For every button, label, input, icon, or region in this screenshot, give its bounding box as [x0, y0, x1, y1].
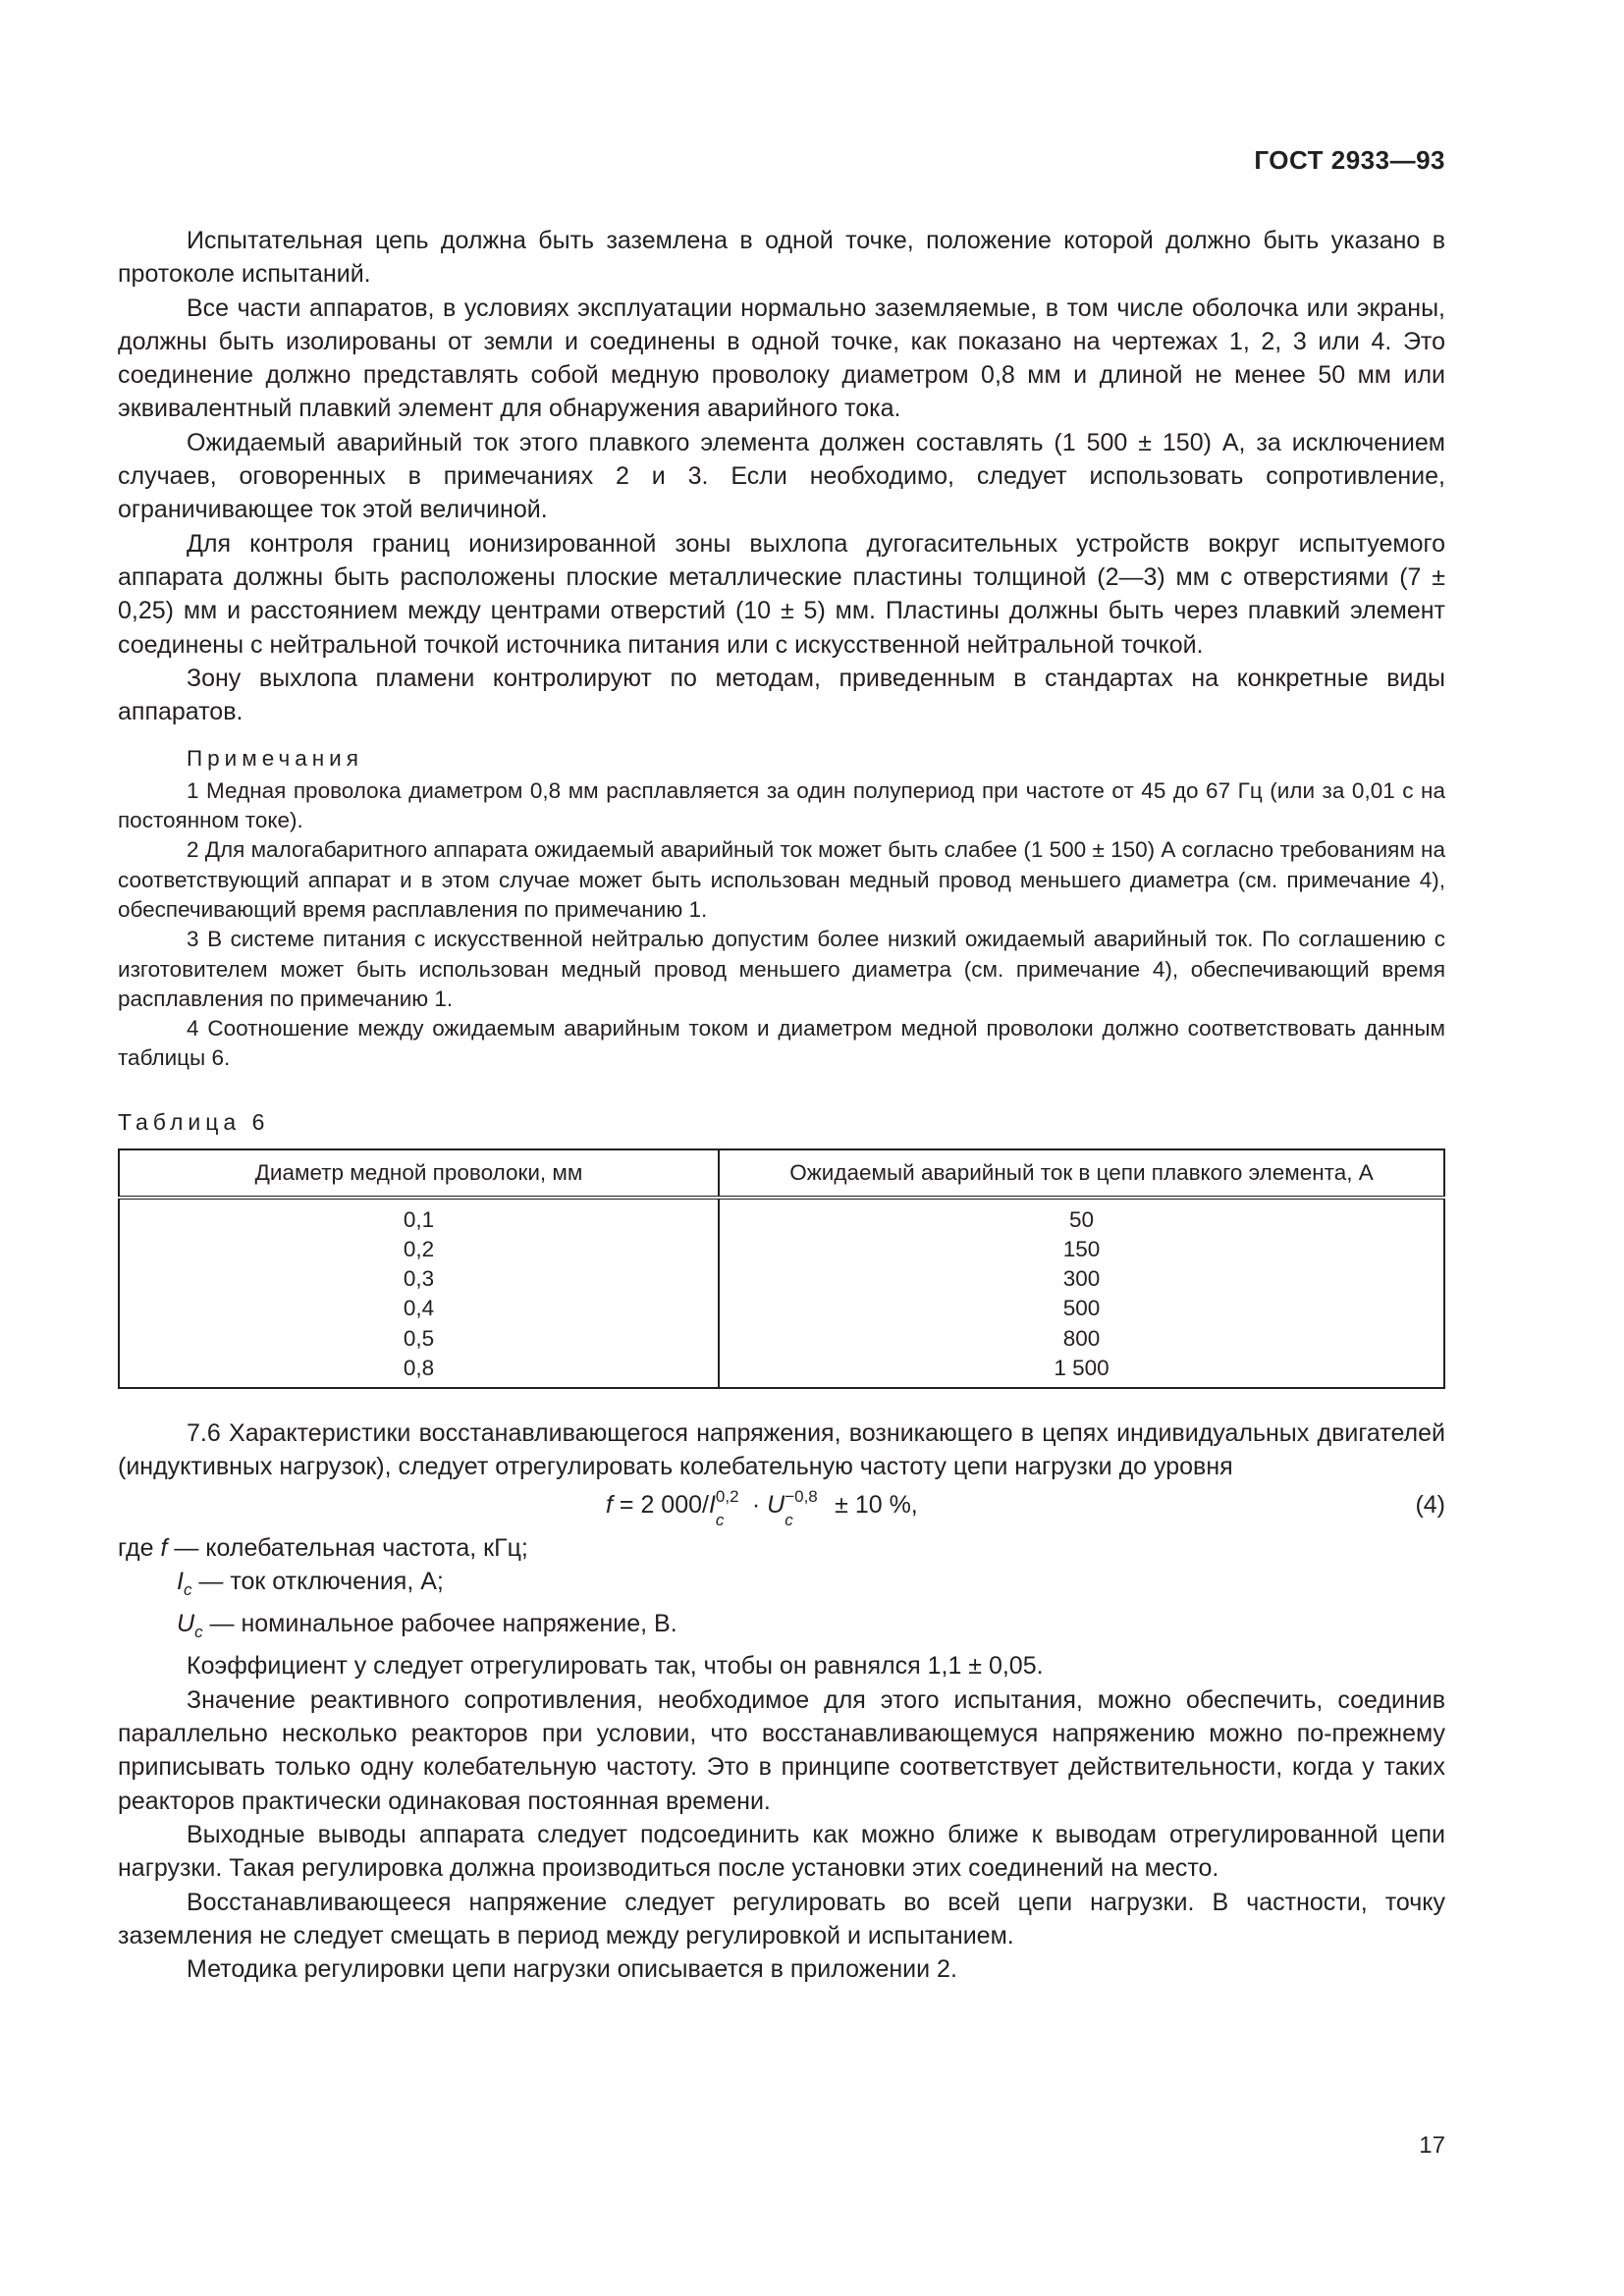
where-line-U [118, 1607, 1445, 1649]
diameter-value: 0,2 [403, 1236, 435, 1261]
equation-number: (4) [1415, 1490, 1445, 1519]
where-f-symbol: f [160, 1533, 168, 1562]
formula-coef: = 2 000 [612, 1490, 703, 1519]
current-value: 800 [1062, 1325, 1101, 1351]
formula-I: I [708, 1490, 716, 1519]
paragraph: Выходные выводы аппарата следует подсоединить как можно ближе к выводам отрегулированной цепи нагрузки. Такая регулировка должна производиться после установки этих соединений на место. [118, 1820, 1445, 1883]
paragraph: Испытательная цепь должна быть заземлена в одной точке, положение которой должно быть указано в протоколе испытаний. [118, 227, 1445, 289]
where-I-symbol: I [177, 1567, 184, 1595]
note-item: 3 В системе питания с искусственной нейтралью допустим более низкий ожидаемый аварийный ток. По соглашению с изготовителем может быть использован медный провод меньшего диаметра (см. примечание 4), обеспечивающий время расплавления по примечанию 1. [118, 927, 1445, 1011]
current-value: 300 [1062, 1266, 1101, 1292]
where-I-desc: — ток отключения, А; [191, 1567, 444, 1595]
diameter-values-cell [119, 1198, 719, 1388]
formula-I-sup: 0,2 [715, 1486, 739, 1506]
paragraph: Методика регулировки цепи нагрузки описывается в приложении 2. [187, 1955, 957, 1984]
formula-dot: · [744, 1490, 768, 1519]
where-f-desc: — колебательная частота, кГц; [167, 1533, 528, 1562]
paragraph: Зону выхлопа пламени контролируют по методам, приведенным в стандартах на конкретные виды аппаратов. [118, 664, 1445, 726]
formula-tail: ± 10 %, [828, 1490, 918, 1519]
diameter-value: 0,4 [403, 1296, 435, 1321]
paragraph: Для контроля границ ионизированной зоны выхлопа дугогасительных устройств вокруг испытуемого аппарата должны быть расположены плоские металлические пластины толщиной (2—3) мм с отверстиями (7 ± 0,25) мм и расстоянием между центрами отверстий (10 ± 5) мм. Пластины должны быть через плавкий элемент соединены с нейтральной точкой источника питания или с искусственной нейтральной точкой. [118, 529, 1445, 659]
equation-4 [118, 1484, 1445, 1531]
diameter-value: 0,1 [403, 1206, 435, 1232]
column-header-diameter: Диаметр медной проволоки, мм [119, 1149, 719, 1198]
paragraph: Восстанавливающееся напряжение следует регулировать во всей цепи нагрузки. В частности, точку заземления не следует смещать в период между регулировкой и испытанием. [118, 1888, 1445, 1949]
current-value: 1 500 [1054, 1355, 1110, 1380]
paragraph: Ожидаемый аварийный ток этого плавкого элемента должен составлять (1 500 ± 150) А, за исключением случаев, оговоренных в примечаниях 2 и 3. Если необходимо, следует использовать сопротивление, ограничивающее ток этой величиной. [118, 428, 1445, 524]
section-7-6 [118, 1416, 1445, 1986]
where-line-I [118, 1565, 1445, 1607]
formula-I-sub: c [715, 1510, 725, 1529]
page-number: 17 [1419, 2132, 1445, 2159]
document-body [118, 224, 1445, 1986]
notes-title: Примечания [187, 746, 363, 772]
notes-block [118, 744, 1445, 1073]
where-I-sub: c [183, 1579, 192, 1599]
column-header-current: Ожидаемый аварийный ток в цепи плавкого элемента, А [719, 1149, 1444, 1198]
table-data-row [119, 1198, 1444, 1388]
current-values-cell [719, 1198, 1444, 1388]
table-caption: Таблица 6 [118, 1108, 270, 1135]
document-code-header: ГОСТ 2933—93 [1254, 145, 1445, 175]
note-item: 4 Соотношение между ожидаемым аварийным током и диаметром медной проволоки должно соответствовать данным таблицы 6. [118, 1016, 1445, 1071]
note-item: 2 Для малогабаритного аппарата ожидаемый аварийный ток может быть слабее (1 500 ± 150) А согласно требованиям на соответствующий аппарат и в этом случае может быть использован медный провод меньшего диаметра (см. примечание 4), обеспечивающий время расплавления по примечанию 1. [118, 837, 1445, 922]
section-intro: 7.6 Характеристики восстанавливающегося напряжения, возникающего в цепях индивидуальных двигателей (индуктивных нагрузок), следует отрегулировать колебательную частоту цепи нагрузки до уровня [118, 1418, 1445, 1481]
diameter-value: 0,5 [403, 1325, 435, 1351]
where-U-desc: — номинальное рабочее напряжение, В. [202, 1610, 677, 1638]
paragraph: Значение реактивного сопротивления, необходимое для этого испытания, можно обеспечить, соединив параллельно несколько реакторов при условии, что восстанавливающемуся напряжению можно по-прежнему приписывать только одну колебательную частоту. Это в принципе соответствует действительности, когда у таких реакторов практически одинаковая постоянная времени. [118, 1685, 1445, 1815]
where-U-sub: c [194, 1623, 203, 1642]
where-line-f [118, 1531, 1445, 1565]
note-item: 1 Медная проволока диаметром 0,8 мм расплавляется за один полупериод при частоте от 45 до 67 Гц (или за 0,01 с на постоянном токе). [118, 777, 1445, 833]
paragraph: Коэффициент у следует отрегулировать так, чтобы он равнялся 1,1 ± 0,05. [187, 1652, 1044, 1681]
formula-f: f [606, 1490, 613, 1519]
paragraph: Все части аппаратов, в условиях эксплуатации нормально заземляемые, в том числе оболочка или экраны, должны быть изолированы от земли и соединены в одной точке, как показано на чертежах 1, 2, 3 или 4. Это соединение должно представлять собой медную проволоку диаметром 0,8 мм и длиной не менее 50 мм или эквивалентный плавкий элемент для обнаружения аварийного тока. [118, 294, 1445, 423]
formula-U-sub: c [785, 1510, 793, 1529]
current-value: 500 [1062, 1296, 1101, 1321]
table-6 [118, 1148, 1445, 1389]
diameter-value: 0,8 [403, 1355, 435, 1380]
formula-U-scripts [785, 1486, 828, 1529]
where-lead: где [118, 1533, 161, 1562]
formula: f = 2 000/I 0,2 c · U −0,8 c ± 10 %, [606, 1488, 918, 1522]
formula-U: U [767, 1490, 785, 1519]
formula-I-scripts [715, 1486, 745, 1529]
where-U-symbol: U [177, 1610, 195, 1638]
current-value: 50 [1068, 1206, 1095, 1232]
diameter-value: 0,3 [403, 1266, 435, 1292]
table-header-row [119, 1149, 1444, 1198]
current-value: 150 [1062, 1236, 1101, 1261]
formula-U-sup: −0,8 [785, 1486, 818, 1506]
